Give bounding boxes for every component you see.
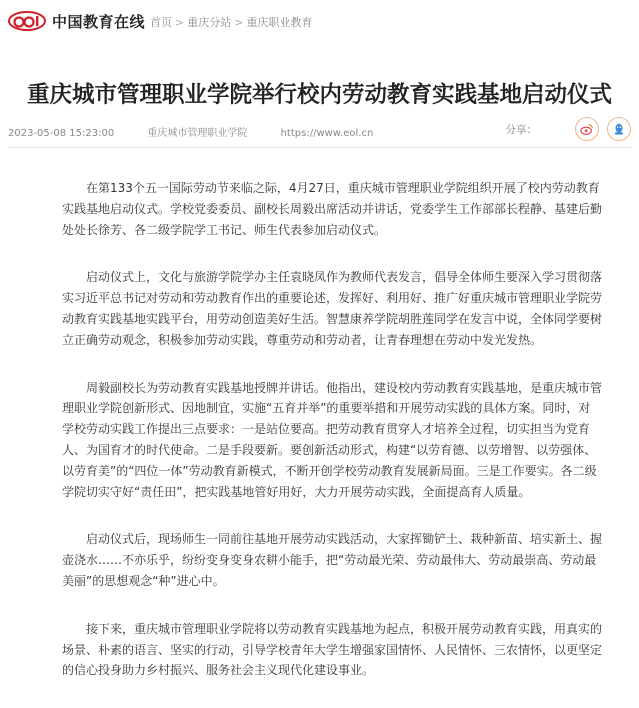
meta-divider — [8, 147, 631, 148]
paragraph: 周毅副校长为劳动教育实践基地授牌并讲话。他指出，建设校内劳动教育实践基地，是重庆城市管理职业学院创新形式、因地制宜，实施“五育并举”的重要举措和开展劳动实践的具体方案。同时，对学校劳动实践工作提出三点要求：一是站位要高。把劳动教育贯穿人才培养全过程，切实担当为党育人、为国育才的时代使命。二是手段要新。要创新活动形式，构建“以劳育德、以劳增智、以劳强体、以劳育美”的“四位一体”劳动教育新模式，不断开创学校劳动教育发展新局面。三是工作要实。各二级学院切实守好“责任田”，把实践基地管好用好，大力开展劳动实践，全面提高育人质量。 — [62, 380, 603, 499]
paragraph: 启动仪式后，现场师生一同前往基地开展劳动实践活动，大家挥锄铲土、栽种新苗、培实新土、握壶浇水……不亦乐乎，纷纷变身变身农耕小能手，把“劳动最光荣、劳动最伟大、劳动最崇高、劳动最美丽”的思想观念“种”进心中。 — [62, 532, 603, 588]
qq-icon — [612, 122, 626, 136]
publish-date: 2023-05-08 15:23:00 — [8, 128, 115, 139]
share-qq-button[interactable] — [607, 117, 631, 141]
article-body — [62, 178, 602, 708]
breadcrumb — [150, 14, 312, 30]
breadcrumb-chongqing[interactable]: 重庆分站 — [187, 16, 232, 29]
article-source: 重庆城市管理职业学院 — [147, 128, 248, 139]
weibo-icon — [580, 122, 594, 136]
article-title: 重庆城市管理职业学院举行校内劳动教育实践基地启动仪式 — [26, 82, 612, 109]
logo-text: 中国教育在线 — [52, 12, 146, 31]
breadcrumb-separator: > — [234, 16, 244, 29]
share-weibo-button[interactable] — [575, 117, 599, 141]
breadcrumb-separator: > — [175, 16, 185, 29]
paragraph: 在第133个五一国际劳动节来临之际，4月27日，重庆城市管理职业学院组织开展了校内劳动教育实践基地启动仪式。学校党委委员、副校长周毅出席活动并讲话，党委学生工作部部长程静、基建后勤处处长徐芳、各二级学院学工书记、师生代表参加启动仪式。 — [62, 181, 603, 237]
share-label: 分享： — [505, 123, 537, 136]
paragraph: 启动仪式上，文化与旅游学院学办主任袁晓凤作为教师代表发言，倡导全体师生要深入学习贯彻落实习近平总书记对劳动和劳动教育作出的重要论述，发挥好、利用好、推广好重庆城市管理职业学院劳动教育实践基地实践平台，用劳动创造美好生活。智慧康养学院胡胜莲同学在发言中说，全体同学要树立正确劳动观念，积极参加劳动实践，尊重劳动和劳动者，让青春理想在劳动中发光发热。 — [62, 270, 603, 347]
eol-logo-icon — [8, 10, 46, 32]
paragraph: 接下来，重庆城市管理职业学院将以劳动教育实践基地为起点，积极开展劳动教育实践，用真实的场景、朴素的语言、坚实的行动，引导学校青年大学生增强家国情怀、人民情怀、三农情怀，以更坚定的信心投身助力乡村振兴、服务社会主义现代化建设事业。 — [62, 621, 603, 678]
article-meta — [8, 124, 403, 139]
breadcrumb-vocational[interactable]: 重庆职业教育 — [246, 16, 313, 29]
site-logo[interactable] — [8, 8, 145, 34]
breadcrumb-home[interactable]: 首页 — [150, 16, 172, 29]
source-url: https://www.eol.cn — [280, 128, 374, 139]
share-bar — [506, 117, 632, 141]
site-header — [0, 0, 639, 40]
